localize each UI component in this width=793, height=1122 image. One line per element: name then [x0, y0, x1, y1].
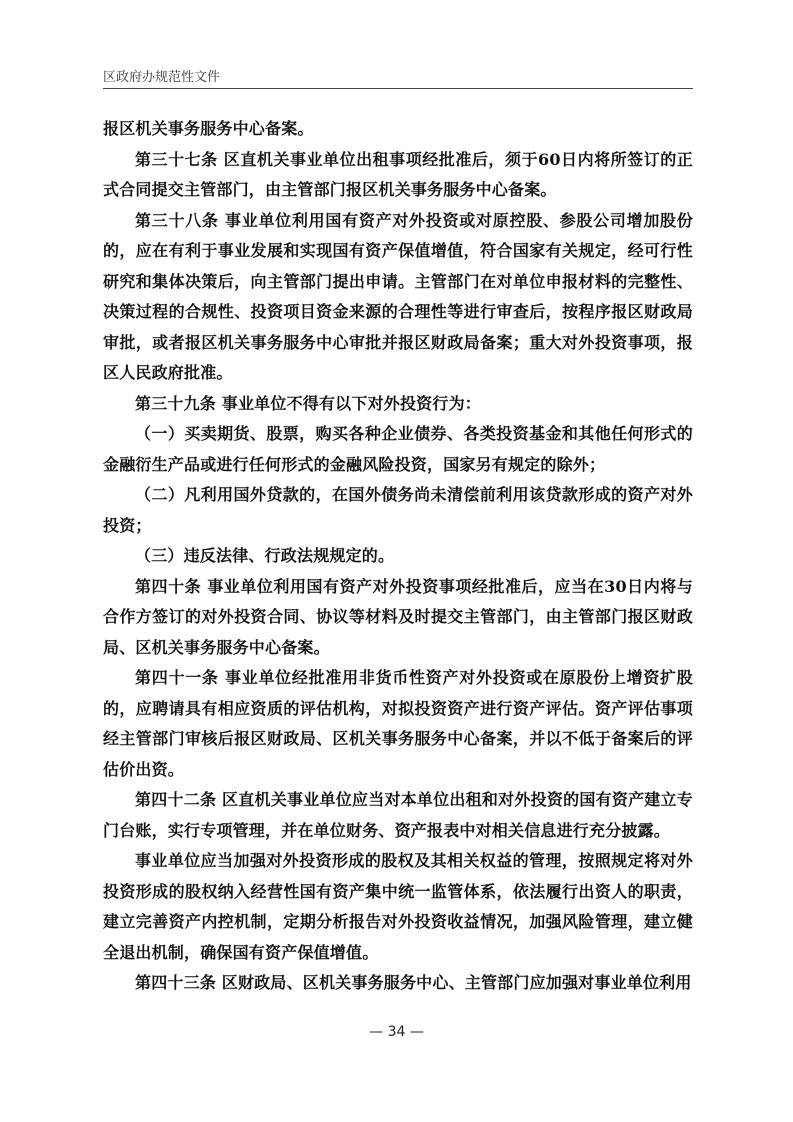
article-39-item-2: （二）凡利用国外贷款的，在国外债务尚未清偿前利用该贷款形成的资产对外投资；	[103, 485, 693, 535]
document-body	[103, 114, 693, 999]
article-37: 第三十七条 区直机关事业单位出租事项经批准后，须于60日内将所签订的正式合同提交主管部门，由主管部门报区机关事务服务中心备案。	[103, 149, 693, 199]
article-39: 第三十九条 事业单位不得有以下对外投资行为：	[135, 393, 481, 413]
article-41: 第四十一条 事业单位经批准用非货币性资产对外投资或在原股份上增资扩股的，应聘请具有相应资质的评估机构，对拟投资资产进行资产评估。资产评估事项经主管部门审核后报区财政局、区机关事务服务中心备案，并以不低于备案后的评估价出资。	[103, 668, 693, 779]
article-40: 第四十条 事业单位利用国有资产对外投资事项经批准后，应当在30日内将与合作方签订的对外投资合同、协议等材料及时提交主管部门，由主管部门报区财政局、区机关事务服务中心备案。	[103, 576, 693, 657]
article-42: 第四十二条 区直机关事业单位应当对本单位出租和对外投资的国有资产建立专门台账，实行专项管理，并在单位财务、资产报表中对相关信息进行充分披露。	[103, 790, 693, 840]
document-header: 区政府办规范性文件	[103, 70, 221, 85]
article-43: 第四十三条 区财政局、区机关事务服务中心、主管部门应加强对事业单位利用	[135, 973, 692, 992]
article-38: 第三十八条 事业单位利用国有资产对外投资或对原控股、参股公司增加股份的，应在有利于事业发展和实现国有资产保值增值，符合国家有关规定，经可行性研究和集体决策后，向主管部门提出申请。主管部门在对单位申报材料的完整性、决策过程的合规性、投资项目资金来源的合理性等进行审查后，按程序报区财政局审批，或者报区机关事务服务中心审批并报区财政局备案；重大对外投资事项，报区人民政府批准。	[103, 210, 693, 382]
header-divider	[103, 88, 693, 89]
article-39-item-3: （三）违反法律、行政法规规定的。	[135, 546, 395, 565]
page-number: — 34 —	[369, 1024, 424, 1040]
article-39-item-1: （一）买卖期货、股票，购买各种企业债券、各类投资基金和其他任何形式的金融衍生产品或进行任何形式的金融风险投资，国家另有规定的除外；	[103, 424, 693, 474]
article-42-paragraph-2: 事业单位应当加强对外投资形成的股权及其相关权益的管理，按照规定将对外投资形成的股权纳入经营性国有资产集中统一监管体系，依法履行出资人的职责，建立完善资产内控机制，定期分析报告对外投资收益情况，加强风险管理，建立健全退出机制，确保国有资产保值增值。	[103, 851, 693, 962]
paragraph: 报区机关事务服务中心备案。	[103, 119, 314, 138]
